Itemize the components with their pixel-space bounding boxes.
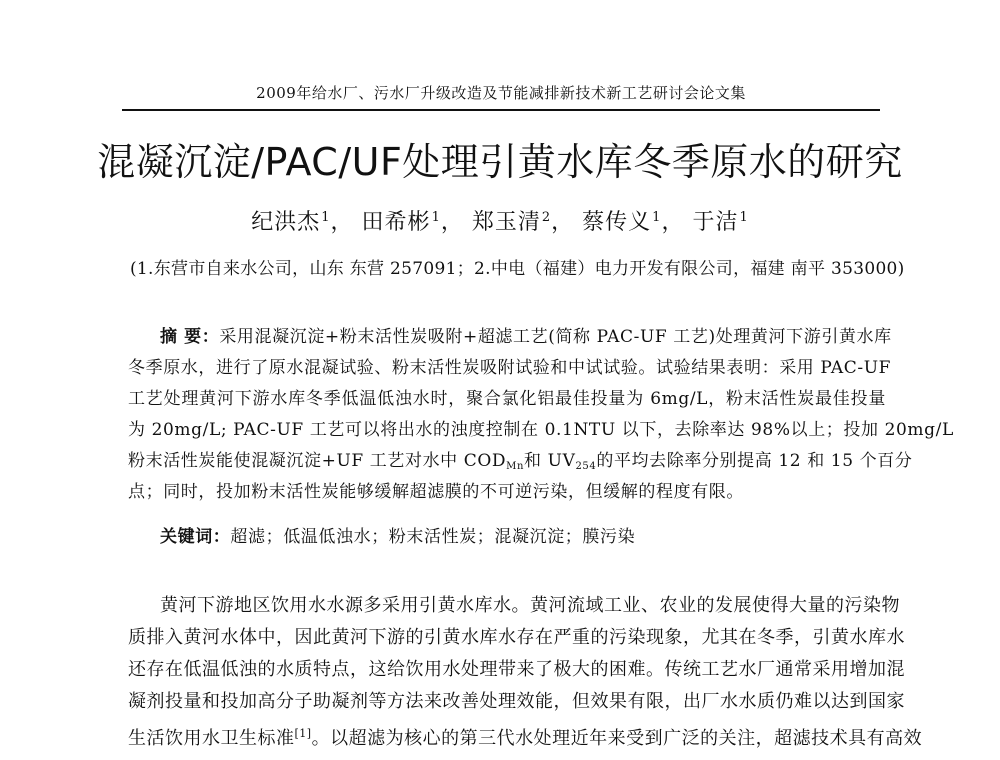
keywords-text: 超滤；低温低浊水；粉末活性炭；混凝沉淀；膜污染 [230, 527, 636, 547]
author-affiliation-mark: 2 [541, 210, 552, 225]
abstract-text: 的平均去除率分别提高 12 和 15 个百分 [596, 451, 913, 471]
paper-title: 混凝沉淀/PAC/UF处理引黄水库冬季原水的研究 [97, 140, 903, 184]
body-line: 质排入黄河水体中，因此黄河下游的引黄水库水存在严重的污染现象，尤其在冬季，引黄水库水 [128, 627, 905, 648]
body-line: 黄河下游地区饮用水水源多采用引黄水库水。黄河流域工业、农业的发展使得大量的污染物 [160, 595, 900, 616]
author-name: 于洁 [692, 210, 739, 235]
body-text-span: 。以超滤为核心的第三代水处理近年来受到广泛的关注，超滤技术具有高效 [311, 728, 923, 749]
author-name: 蔡传义 [582, 210, 652, 235]
body-text-span: 生活饮用水卫生标准 [128, 728, 295, 749]
author-name: 郑玉清 [471, 210, 541, 235]
abstract-text: 采用混凝沉淀+粉末活性炭吸附+超滤工艺(简称 PAC-UF 工艺)处理黄河下游引黄水库 [219, 327, 892, 347]
abstract-line: 工艺处理黄河下游水库冬季低温低浊水时，聚合氯化铝最佳投量为 6mg/L，粉末活性炭最佳投量 [128, 389, 886, 409]
author-affiliation-mark: 1 [321, 210, 331, 225]
affiliations: (1.东营市自来水公司，山东 东营 257091；2.中电（福建）电力开发有限公司，福建 南平 353000) [130, 259, 905, 279]
body-line [128, 718, 923, 750]
abstract-line: 冬季原水，进行了原水混凝试验、粉末活性炭吸附试验和中试试验。试验结果表明：采用 PAC-UF [128, 358, 892, 378]
author-name: 纪洪杰 [251, 210, 321, 235]
abstract-line [128, 446, 913, 477]
abstract-text: 粉末活性炭能使混凝沉淀+UF 工艺对水中 COD [128, 451, 507, 471]
abstract-line: 为 20mg/L; PAC-UF 工艺可以将出水的浊度控制在 0.1NTU 以下，去除率达 98%以上；投加 20mg/L [128, 420, 954, 440]
keywords [160, 522, 635, 547]
subscript: Mn [506, 461, 525, 472]
author-affiliation-mark: 1 [739, 210, 749, 225]
author-affiliation-mark: 1 [431, 210, 441, 225]
author-name: 田希彬 [361, 210, 431, 235]
abstract-line [128, 322, 892, 353]
body-text [128, 590, 923, 750]
body-line: 还存在低温低浊的水质特点，这给饮用水处理带来了极大的困难。传统工艺水厂通常采用增加混 [128, 659, 905, 680]
citation-ref: [1] [294, 727, 312, 740]
abstract-label: 摘 要： [160, 327, 220, 347]
abstract-line: 点；同时，投加粉末活性炭能够缓解超滤膜的不可逆污染，但缓解的程度有限。 [128, 482, 744, 502]
running-header: 2009年给水厂、污水厂升级改造及节能减排新技术新工艺研讨会论文集 [256, 84, 746, 102]
author-list: 纪洪杰$^1$， 田希彬$^1$， 郑玉清$^2$， 蔡传义$^1$， 于洁$^1$ [251, 210, 749, 235]
abstract-text: 和 UV [524, 451, 576, 471]
author-affiliation-mark: 1 [652, 210, 662, 225]
abstract [128, 322, 954, 508]
body-line: 凝剂投量和投加高分子助凝剂等方法来改善处理效能，但效果有限，出厂水水质仍难以达到国家 [128, 691, 905, 712]
keywords-label: 关键词： [160, 527, 231, 547]
subscript: 254 [575, 461, 597, 472]
header-rule [122, 109, 880, 111]
